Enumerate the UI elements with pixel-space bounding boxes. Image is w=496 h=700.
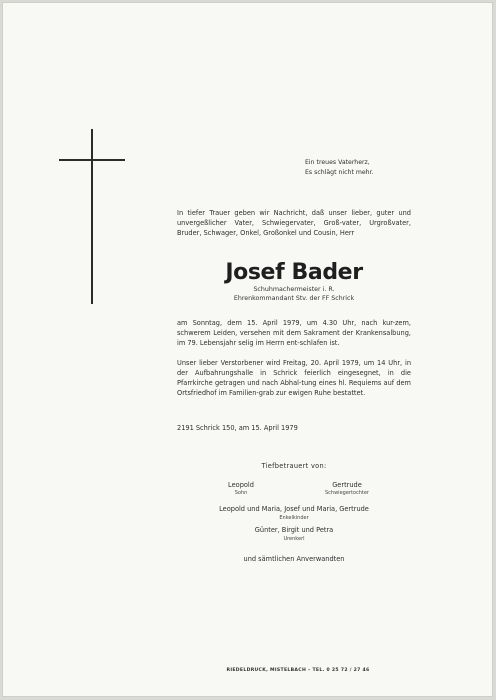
funeral-text: Unser lieber Verstorbener wird Freitag, 20. April 1979, um 14 Uhr, in der Aufbahrungshalle in Schrick feierlich eingesegnet, in die Pfarrkirche getragen und nach Abhal-tung eines hl. Requiems auf dem Ortsfriedhof im Familien-grab zur ewigen Ruhe bestattet.	[177, 359, 411, 398]
mourner-great-grandchildren-relation: Urenkerl	[283, 536, 305, 542]
obituary-sheet	[3, 3, 492, 696]
deceased-name: Josef Bader	[225, 260, 363, 285]
mourner-son-relation: Sohn	[234, 490, 248, 496]
epigraph	[305, 158, 415, 178]
mourners-heading: Tiefbetrauert von:	[261, 462, 327, 470]
place-date: 2191 Schrick 150, am 15. April 1979	[177, 424, 298, 432]
mourner-grandchildren-relation: Enkelkinder	[279, 515, 309, 521]
death-text: am Sonntag, dem 15. April 1979, um 4.30 Uhr, nach kur-zem, schwerem Leiden, versehen mit dem Sakrament der Krankensalbung, im 79. Lebensjahr selig im Herrn ent-schlafen ist.	[177, 319, 411, 348]
mourner-son	[211, 481, 271, 496]
cross-icon-bar	[59, 159, 125, 161]
deceased-title-1: Schuhmachermeister i. R.	[253, 286, 335, 293]
epigraph-line-2: Es schlägt nicht mehr.	[305, 169, 374, 176]
mourner-dil-relation: Schwiegertochter	[325, 490, 369, 496]
mourner-dil-name: Gertrude	[332, 481, 362, 489]
deceased-title-2: Ehrenkommandant Stv. der FF Schrick	[233, 295, 355, 302]
printer-imprint: RIEDELDRUCK, MISTELBACH – TEL. 0 25 72 / 27 46	[226, 668, 370, 673]
epigraph-line-1: Ein treues Vaterherz,	[305, 159, 370, 166]
mourner-daughter-in-law	[303, 481, 391, 496]
announcement-text: In tiefer Trauer geben wir Nachricht, daß unser lieber, guter und unvergeßlicher Vater, Schwiegervater, Groß-vater, Urgroßvater, Bruder, Schwager, Onkel, Großonkel und Cousin, Herr	[177, 209, 411, 238]
mourner-others: und sämtlichen Anverwandten	[243, 555, 345, 563]
mourner-grandchildren: Leopold und Maria, Josef und Maria, Gertrude	[219, 505, 369, 513]
mourner-son-name: Leopold	[228, 481, 254, 489]
mourner-great-grandchildren: Günter, Birgit und Petra	[254, 526, 334, 534]
cross-icon	[91, 129, 93, 304]
